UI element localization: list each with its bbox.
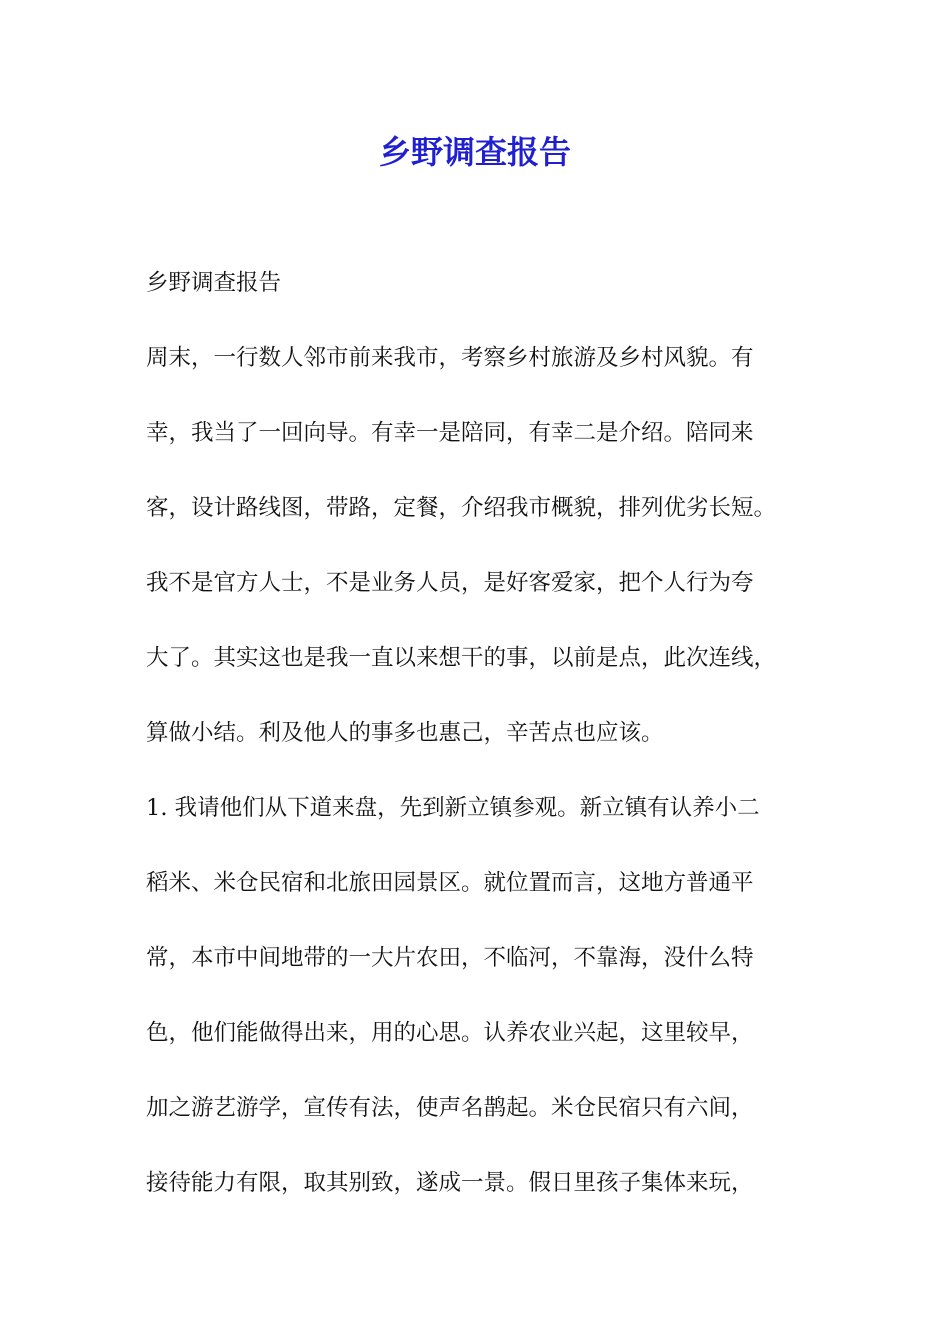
paragraph-line: 客，设计路线图，带路，定餐，介绍我市概貌，排列优劣长短。 — [146, 495, 777, 521]
document-subtitle: 乡野调查报告 — [146, 270, 282, 296]
paragraph-line: 稻米、米仓民宿和北旅田园景区。就位置而言，这地方普通平 — [146, 870, 754, 896]
document-title: 乡野调查报告 — [378, 133, 571, 171]
paragraph-line: 算做小结。利及他人的事多也惠己，辛苦点也应该。 — [146, 720, 664, 746]
paragraph-line: 我不是官方人士，不是业务人员，是好客爱家，把个人行为夸 — [146, 570, 754, 596]
paragraph-line: 1. 我请他们从下道来盘，先到新立镇参观。新立镇有认养小二 — [146, 795, 760, 821]
paragraph-line: 大了。其实这也是我一直以来想干的事，以前是点，此次连线， — [146, 645, 777, 671]
paragraph-line: 色，他们能做得出来，用的心思。认养农业兴起，这里较早， — [146, 1020, 754, 1046]
paragraph-line: 周末，一行数人邻市前来我市，考察乡村旅游及乡村风貌。有 — [146, 345, 754, 371]
paragraph-line: 常，本市中间地带的一大片农田，不临河，不靠海，没什么特 — [146, 945, 754, 971]
paragraph-line: 接待能力有限，取其别致，遂成一景。假日里孩子集体来玩， — [146, 1170, 754, 1196]
paragraph-line: 幸，我当了一回向导。有幸一是陪同，有幸二是介绍。陪同来 — [146, 420, 754, 446]
paragraph-line: 加之游艺游学，宣传有法，使声名鹊起。米仓民宿只有六间， — [146, 1095, 754, 1121]
